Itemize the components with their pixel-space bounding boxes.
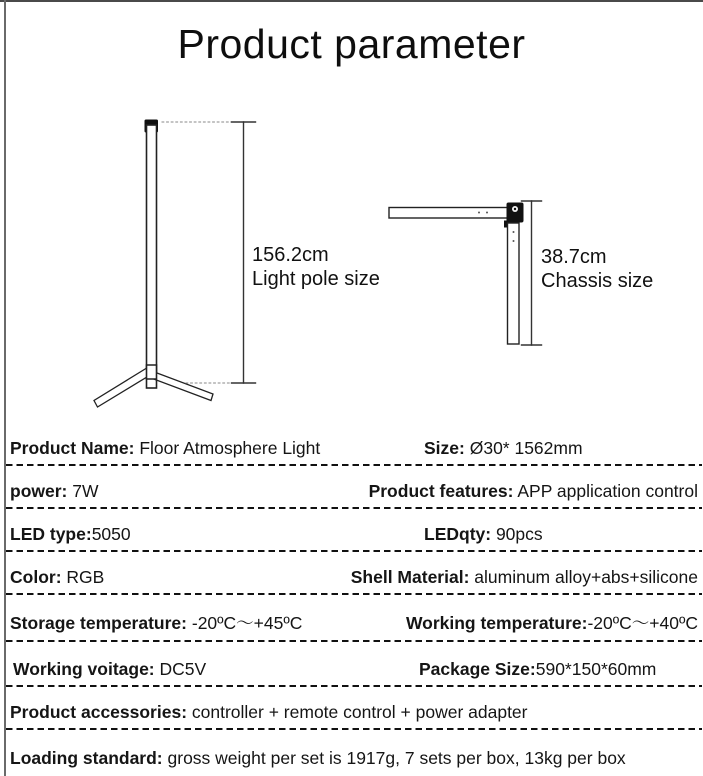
chassis-horizontal-bar <box>389 208 511 219</box>
spec-label: Color: <box>10 567 62 587</box>
spec-label: Size: <box>424 438 465 458</box>
spec-label: LEDqty: <box>424 524 492 544</box>
spec-label: Product features: <box>368 481 514 501</box>
spec-label: Shell Material: <box>350 567 470 587</box>
spec-cell-package-size <box>419 659 656 680</box>
spec-cell-accessories <box>10 702 528 723</box>
spec-cell-power <box>10 481 99 502</box>
spec-value: aluminum alloy+abs+silicone <box>469 567 698 587</box>
spec-row-storage-temperature <box>0 595 703 642</box>
spec-cell-size <box>424 438 583 459</box>
spec-cell-led-qty <box>424 524 543 545</box>
product-diagrams <box>0 95 703 430</box>
spec-value: Floor Atmosphere Light <box>134 438 321 458</box>
spec-row-color <box>0 552 703 595</box>
spec-row-loading-standard <box>0 730 703 776</box>
spec-table <box>0 430 703 776</box>
page-title: Product parameter <box>177 21 526 67</box>
spec-value: 7W <box>67 481 99 501</box>
spec-label: Working voitage: <box>13 659 155 679</box>
top-border <box>0 0 703 2</box>
chassis-diagram <box>389 201 653 345</box>
spec-value: controller + remote control + power adapter <box>187 702 528 722</box>
diagrams-svg <box>0 95 703 430</box>
spec-value: gross weight per set is 1917g, 7 sets per box, 13kg per box <box>162 748 626 768</box>
spec-value: 590*150*60mm <box>535 659 657 679</box>
spec-value: 90pcs <box>491 524 543 544</box>
spec-label: Storage temperature: <box>10 613 187 633</box>
spec-value: -20ºC～+40ºC <box>587 613 698 633</box>
spec-row-accessories <box>0 687 703 730</box>
spec-cell-product-features <box>369 481 698 502</box>
lamp-leg-right <box>151 372 213 401</box>
spec-row-product-name <box>0 430 703 466</box>
chassis-corner-connector <box>507 203 524 223</box>
spec-label: Product accessories: <box>10 702 188 722</box>
spec-row-power <box>0 466 703 509</box>
chassis-dimension-label: Chassis size <box>541 270 654 292</box>
spec-label: Working temperature: <box>405 613 588 633</box>
spec-cell-working-temperature <box>406 610 698 635</box>
spec-value: Ø30* 1562mm <box>464 438 583 458</box>
lamp-dimension-value: 156.2cm <box>252 244 329 266</box>
chassis-bar-hole <box>478 212 480 214</box>
spec-cell-led-type <box>10 524 131 545</box>
spec-cell-product-name <box>10 438 320 459</box>
chassis-dimension-value: 38.7cm <box>541 246 607 268</box>
spec-label: Product Name: <box>10 438 135 458</box>
lamp-pole <box>147 125 157 388</box>
spec-cell-shell-material <box>351 567 698 588</box>
spec-value: 5050 <box>91 524 131 544</box>
spec-value: -20ºC～+45ºC <box>187 613 303 633</box>
spec-row-led-type <box>0 509 703 552</box>
lamp-leg-hub <box>147 365 157 379</box>
lamp-dimension-label: Light pole size <box>252 268 380 290</box>
spec-cell-loading-standard <box>10 748 626 769</box>
spec-value: APP application control <box>513 481 698 501</box>
spec-row-working-voltage <box>0 642 703 687</box>
spec-value: RGB <box>61 567 105 587</box>
chassis-connector-hole-center <box>514 208 516 210</box>
floor-lamp-diagram <box>94 120 380 408</box>
spec-label: power: <box>10 481 68 501</box>
spec-value: DC5V <box>154 659 207 679</box>
spec-cell-color <box>10 567 104 588</box>
chassis-bar-hole <box>486 212 488 214</box>
lamp-leg-left <box>94 366 154 407</box>
spec-label: Loading standard: <box>10 748 163 768</box>
spec-cell-working-voltage <box>13 659 206 680</box>
spec-label: Package Size: <box>419 659 536 679</box>
chassis-bar-hole <box>513 240 515 242</box>
spec-cell-storage-temperature <box>10 610 302 635</box>
spec-label: LED type: <box>10 524 92 544</box>
chassis-bar-hole <box>513 231 515 233</box>
